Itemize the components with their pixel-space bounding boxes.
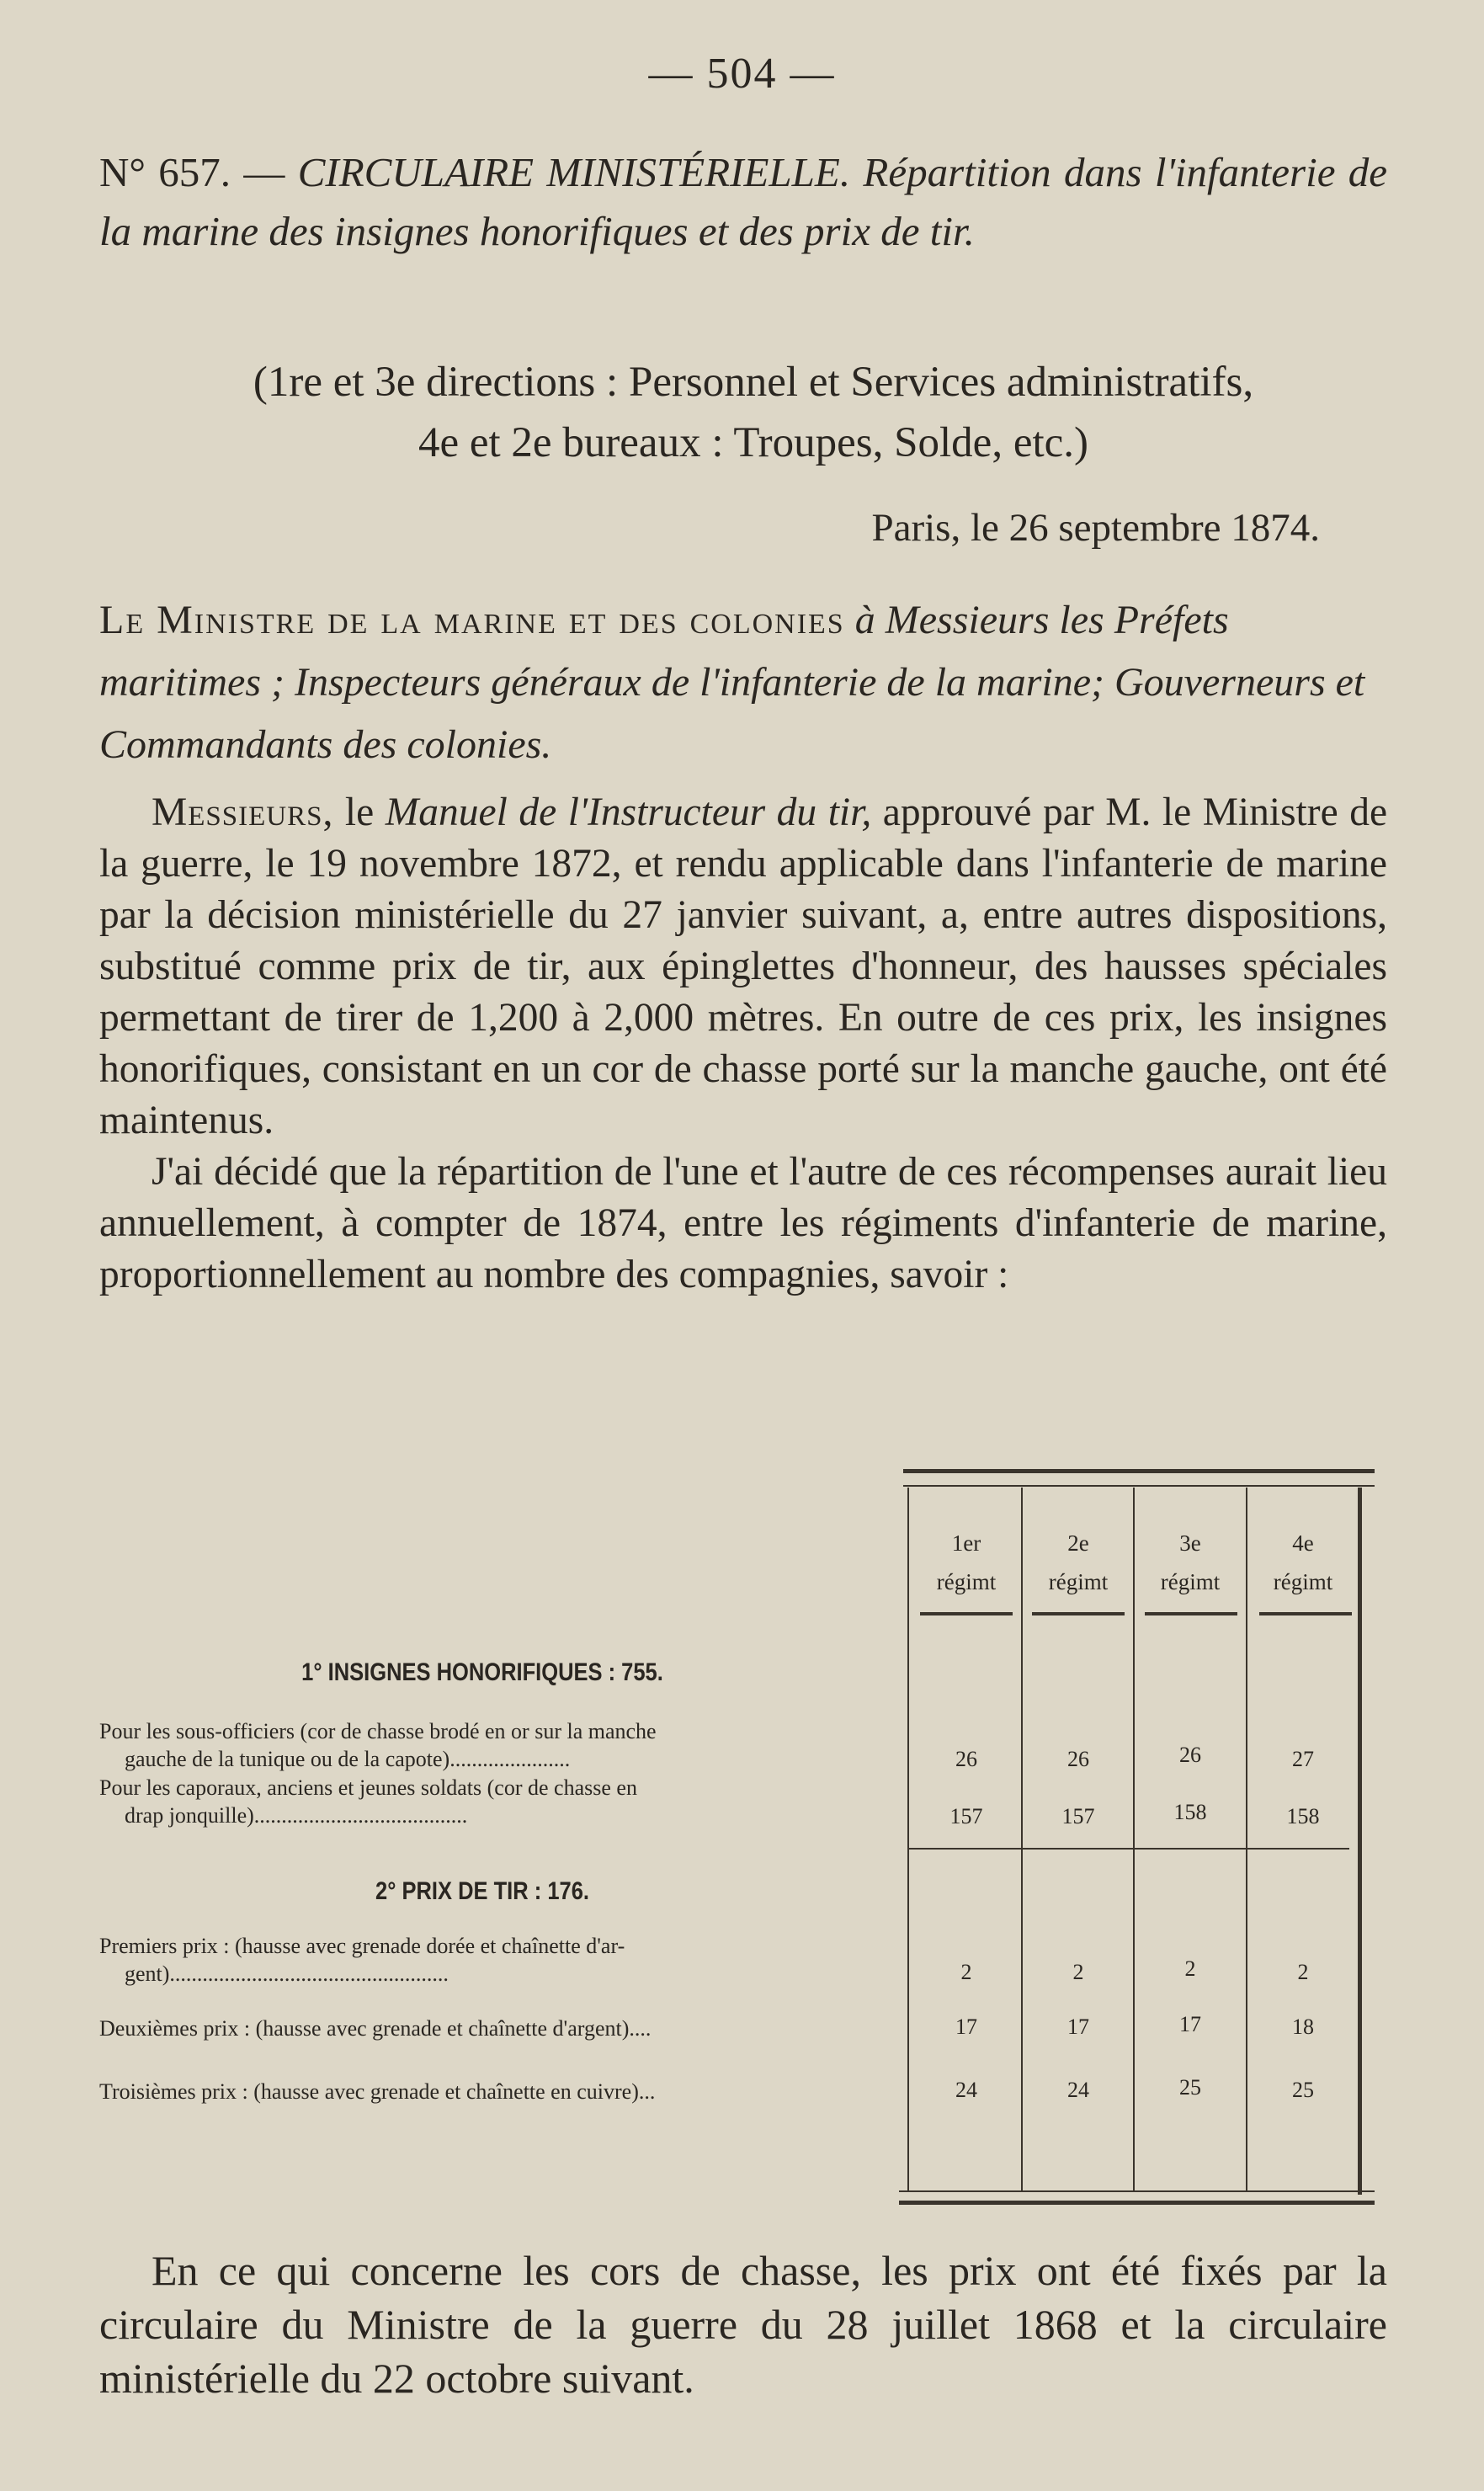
recipients: à Messieurs les Préfets maritimes ; Inspecteurs généraux de l'infanterie de la marine; Gouverneurs et Commandants des colonies. [99, 598, 1365, 767]
table-row-label: Premiers prix : (hausse avec grenade dorée et chaînette d'ar- gent)................................................... [99, 1934, 625, 1986]
table-row-label: Deuxièmes prix : (hausse avec grenade et chaînette d'argent).... [99, 2016, 652, 2041]
paragraph-1 [99, 787, 1387, 1147]
col-rule [1032, 1612, 1125, 1615]
table-cell: 18 [1292, 2015, 1314, 2039]
table-cell: 24 [955, 2078, 977, 2102]
distribution-table [99, 1465, 1379, 2206]
table-cell: 25 [1292, 2078, 1314, 2102]
col-rule [920, 1612, 1013, 1615]
table-cell: 26 [1179, 1743, 1201, 1767]
table-cell: 2 [960, 1960, 972, 1984]
table-cell: 24 [1067, 2078, 1089, 2102]
table-cell: 158 [1286, 1804, 1320, 1828]
table-cell: 25 [1179, 2075, 1201, 2100]
table-cell: 157 [1061, 1804, 1095, 1828]
table-cell: 157 [949, 1804, 983, 1828]
table-bottom-rule [899, 2190, 1375, 2205]
p1-a: le [344, 790, 375, 834]
circular-title-caps: CIRCULAIRE MINISTÉRIELLE. [297, 149, 851, 195]
letter-date: Paris, le 26 septembre 1874. [871, 506, 1320, 550]
page-number: — 504 — [648, 50, 836, 98]
manual-title: Manuel de l'Instructeur du tir, [385, 790, 872, 834]
table-row-label: Troisièmes prix : (hausse avec grenade et chaînette en cuivre)... [99, 2079, 656, 2104]
table-cell: 26 [1067, 1747, 1089, 1771]
table-cell: 2 [1184, 1956, 1196, 1981]
directions-line-1: (1re et 3e directions : Personnel et Services administratifs, [253, 359, 1254, 406]
salutation: Messieurs, [152, 790, 334, 834]
letter-body [99, 787, 1387, 1301]
directions-block [143, 352, 1364, 473]
address-block [99, 589, 1387, 776]
closing-paragraph: En ce qui concerne les cors de chasse, les prix ont été fixés par la circulaire du Ministre de la guerre du 28 juillet 1868 et la circulaire ministérielle du 22 octobre suivant. [99, 2247, 1387, 2402]
table-row-label: Pour les caporaux, anciens et jeunes soldats (cor de chasse en drap jonquille)....................................... [99, 1775, 637, 1828]
section-1-title: 1° INSIGNES HONORIFIQUES : 755. [301, 1658, 663, 1686]
table-top-rule [903, 1469, 1375, 1487]
table-cell: 17 [955, 2015, 977, 2039]
circular-number: N° 657. — [99, 149, 285, 195]
table-cell: 2 [1297, 1960, 1309, 1984]
paragraph-2: J'ai décidé que la répartition de l'une et l'autre de ces récompenses aurait lieu annuellement, à compter de 1874, entre les régiments d'infanterie de marine, proportionnellement au nombre des compagnies, savoir : [99, 1150, 1387, 1296]
section-separator [907, 1848, 1349, 1850]
col-rule [1145, 1612, 1237, 1615]
circular-title-rest: Répartition dans l'infanterie de la marine des insignes honorifiques et des prix de tir. [99, 149, 1388, 254]
col-head-4: 4e régimt [1273, 1530, 1333, 1594]
p1-b: approuvé par M. le Ministre de la guerre, le 19 novembre 1872, et rendu applicable dans l'infanterie de marine par la décision ministérielle du 27 janvier suivant, a, entre autres dispositions, substitué comme prix de tir, aux épinglettes d'honneur, des hausses spéciales permettant de tirer de 1,200 à 2,000 mètres. En outre de ces prix, les insignes honorifiques, consistant en un cor de chasse porté sur la manche gauche, ont été maintenus. [99, 790, 1388, 1142]
col-head-2: 2e régimt [1048, 1530, 1109, 1594]
table-row-label: Pour les sous-officiers (cor de chasse brodé en or sur la manche gauche de la tunique ou de la capote)...................... [99, 1719, 657, 1771]
table-cell: 158 [1173, 1800, 1207, 1824]
circular-heading [99, 143, 1387, 261]
directions-line-2: 4e et 2e bureaux : Troupes, Solde, etc.) [418, 419, 1088, 466]
col-head-3: 3e régimt [1160, 1530, 1221, 1594]
table-cell: 17 [1067, 2015, 1089, 2039]
section-2-title: 2° PRIX DE TIR : 176. [375, 1877, 589, 1905]
table-cell: 2 [1072, 1960, 1084, 1984]
table-cell: 26 [955, 1747, 977, 1771]
col-rule [1259, 1612, 1352, 1615]
table-cell: 17 [1179, 2012, 1201, 2036]
sender: Le Ministre de la marine et des colonies [99, 598, 845, 642]
table-cell: 27 [1292, 1747, 1314, 1771]
col-head-1: 1er régimt [936, 1530, 997, 1594]
